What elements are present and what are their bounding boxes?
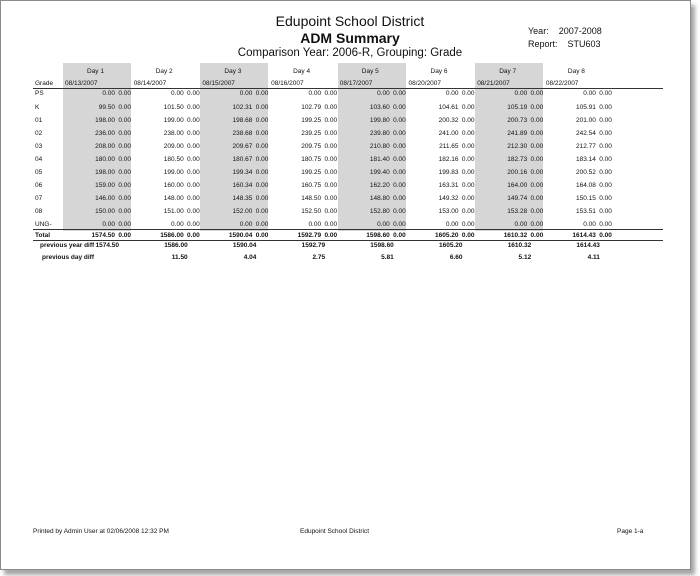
table-cell: 0.00 — [118, 182, 131, 189]
table-cell: 152.50 — [301, 208, 322, 215]
day-label: Day 3 — [224, 68, 242, 75]
table-cell: 0.00 — [530, 130, 544, 137]
table-cell: 0.00 — [324, 169, 338, 176]
table-cell: 0.00 — [255, 182, 269, 189]
table-cell: 0.00 — [514, 90, 528, 97]
table-cell: 198.00 — [95, 169, 115, 176]
prev-day-value: 4.04 — [243, 254, 257, 261]
table-cell: 200.52 — [576, 169, 596, 176]
table-cell: 153.51 — [576, 208, 596, 215]
table-cell: 201.00 — [576, 117, 596, 124]
table-cell: 0.00 — [324, 104, 338, 111]
total-rule — [33, 229, 663, 230]
table-cell: 0.00 — [324, 143, 338, 150]
total-cell: 1574.50 — [91, 232, 115, 239]
table-cell: 0.00 — [187, 208, 200, 215]
table-cell: 0.00 — [118, 156, 131, 163]
table-cell: 0.00 — [255, 130, 269, 137]
table-cell: 0.00 — [583, 221, 596, 228]
table-cell: 163.31 — [438, 182, 459, 189]
footer-district: Edupoint School District — [300, 528, 370, 535]
table-cell: 103.60 — [369, 104, 390, 111]
table-cell: 160.75 — [301, 182, 322, 189]
table-cell: 210.80 — [369, 143, 390, 150]
table-cell: 0.00 — [445, 90, 459, 97]
table-cell: 0.00 — [118, 195, 131, 202]
prev-year-value: 1590.04 — [232, 242, 257, 249]
table-cell: 0.00 — [187, 156, 200, 163]
year-info — [528, 26, 602, 36]
prev-day-label: previous day diff — [42, 254, 95, 261]
table-cell: 101.50 — [163, 104, 184, 111]
table-cell: 0.00 — [255, 208, 269, 215]
table-cell: 199.00 — [163, 169, 184, 176]
table-cell: 208.00 — [95, 143, 115, 150]
table-cell: 212.30 — [507, 143, 528, 150]
table-cell: 198.68 — [232, 117, 253, 124]
table-cell: 183.14 — [576, 156, 596, 163]
table-cell: 209.00 — [163, 143, 184, 150]
total-cell: 0.00 — [530, 232, 544, 239]
table-cell: 0.00 — [118, 130, 131, 137]
table-cell: 153.28 — [507, 208, 528, 215]
table-cell: 182.73 — [507, 156, 528, 163]
table-cell: 0.00 — [599, 156, 612, 163]
table-cell: 0.00 — [393, 169, 406, 176]
table-cell: 0.00 — [461, 195, 475, 202]
table-cell: 0.00 — [445, 221, 459, 228]
table-cell: 0.00 — [393, 117, 406, 124]
table-cell: 149.74 — [507, 195, 528, 202]
table-cell: 0.00 — [102, 221, 115, 228]
table-cell: 0.00 — [255, 195, 269, 202]
table-cell: 164.00 — [507, 182, 528, 189]
table-cell: 162.20 — [369, 182, 390, 189]
table-cell: 160.00 — [163, 182, 184, 189]
table-cell: 0.00 — [461, 117, 475, 124]
table-cell: 0.00 — [255, 156, 269, 163]
table-cell: 209.67 — [232, 143, 253, 150]
report-title: ADM Summary — [300, 30, 400, 46]
year-label: Year: — [528, 26, 549, 36]
table-cell: 0.00 — [393, 104, 406, 111]
table-cell: 0.00 — [255, 169, 269, 176]
table-cell: 146.00 — [95, 195, 115, 202]
day-label: Day 7 — [499, 68, 517, 75]
header-rule — [33, 88, 663, 89]
table-cell: 0.00 — [255, 90, 269, 97]
table-cell: 199.25 — [301, 117, 322, 124]
table-cell: 0.00 — [599, 169, 612, 176]
prev-day-value: 4.11 — [587, 254, 600, 261]
table-cell: 200.32 — [438, 117, 459, 124]
total-cell: 1614.43 — [572, 232, 596, 239]
table-cell: 0.00 — [461, 208, 475, 215]
table-cell: 0.00 — [377, 90, 390, 97]
prev-day-value: 5.12 — [518, 254, 532, 261]
grade-label: 01 — [35, 117, 43, 124]
table-cell: 0.00 — [187, 169, 200, 176]
table-cell: 0.00 — [324, 156, 338, 163]
table-cell: 0.00 — [393, 130, 406, 137]
table-cell: 180.75 — [301, 156, 322, 163]
table-cell: 0.00 — [171, 221, 184, 228]
table-cell: 0.00 — [530, 143, 544, 150]
page-number: Page 1-a — [617, 528, 644, 535]
report-label: Report: — [528, 39, 558, 49]
table-cell: 148.00 — [163, 195, 184, 202]
table-cell: 0.00 — [461, 169, 475, 176]
total-label: Total — [35, 232, 51, 239]
day-label: Day 5 — [361, 68, 379, 75]
prev-day-value: 5.81 — [381, 254, 394, 261]
total-cell: 1586.00 — [160, 232, 184, 239]
table-cell: 0.00 — [599, 143, 612, 150]
table-cell: 0.00 — [599, 182, 612, 189]
grade-label: PS — [35, 90, 44, 97]
table-cell: 148.80 — [369, 195, 390, 202]
table-cell: 0.00 — [239, 221, 253, 228]
table-cell: 102.31 — [232, 104, 253, 111]
table-cell: 0.00 — [461, 182, 475, 189]
table-cell: 99.50 — [98, 104, 115, 111]
prev-year-value: 1586.00 — [164, 242, 188, 249]
day-date: 08/20/2007 — [408, 80, 442, 87]
total-cell: 1592.79 — [297, 232, 322, 239]
total-cell: 0.00 — [461, 232, 475, 239]
day-date: 08/17/2007 — [339, 80, 373, 87]
table-cell: 0.00 — [324, 90, 338, 97]
table-cell: 0.00 — [118, 90, 131, 97]
table-cell: 238.68 — [232, 130, 253, 137]
grade-label: 05 — [35, 169, 43, 176]
table-cell: 152.80 — [369, 208, 390, 215]
table-cell: 0.00 — [187, 143, 200, 150]
table-cell: 0.00 — [187, 117, 200, 124]
table-cell: 105.91 — [576, 104, 596, 111]
table-cell: 181.40 — [369, 156, 390, 163]
table-cell: 0.00 — [393, 90, 406, 97]
district-name: Edupoint School District — [275, 13, 425, 29]
total-cell: 0.00 — [118, 232, 131, 239]
table-cell: 0.00 — [171, 90, 184, 97]
day-label: Day 1 — [87, 68, 104, 75]
table-cell: 151.00 — [163, 208, 184, 215]
table-cell: 0.00 — [530, 117, 544, 124]
table-cell: 198.00 — [95, 117, 115, 124]
table-cell: 148.50 — [301, 195, 322, 202]
table-cell: 0.00 — [393, 143, 406, 150]
table-cell: 0.00 — [255, 221, 269, 228]
table-cell: 0.00 — [377, 221, 390, 228]
table-cell: 180.50 — [163, 156, 184, 163]
table-cell: 0.00 — [599, 195, 612, 202]
day-date: 08/21/2007 — [477, 80, 510, 87]
table-cell: 236.00 — [95, 130, 115, 137]
table-cell: 0.00 — [393, 221, 406, 228]
report-info — [528, 39, 601, 49]
table-cell: 0.00 — [118, 169, 131, 176]
table-cell: 199.00 — [163, 117, 184, 124]
table-cell: 199.25 — [301, 169, 322, 176]
grade-header: Grade — [35, 80, 54, 87]
table-cell: 0.00 — [308, 221, 322, 228]
report-subtitle: Comparison Year: 2006-R, Grouping: Grade — [237, 47, 463, 59]
table-cell: 0.00 — [393, 208, 406, 215]
table-cell: 0.00 — [599, 130, 612, 137]
table-cell: 0.00 — [324, 221, 338, 228]
table-cell: 238.00 — [163, 130, 184, 137]
prev-year-value: 1614.43 — [576, 242, 600, 249]
table-cell: 0.00 — [118, 104, 131, 111]
table-cell: 0.00 — [530, 90, 544, 97]
table-cell: 0.00 — [599, 104, 612, 111]
table-cell: 239.25 — [301, 130, 322, 137]
prev-year-value: 1598.60 — [370, 242, 394, 249]
table-cell: 0.00 — [187, 130, 200, 137]
prev-year-label: previous year diff — [40, 242, 95, 249]
table-cell: 0.00 — [393, 182, 406, 189]
total-cell: 0.00 — [187, 232, 200, 239]
table-cell: 0.00 — [118, 143, 131, 150]
table-cell: 0.00 — [583, 90, 596, 97]
table-cell: 0.00 — [530, 195, 544, 202]
table-cell: 148.35 — [232, 195, 253, 202]
table-cell: 0.00 — [530, 182, 544, 189]
table-cell: 242.54 — [576, 130, 596, 137]
grade-label: 04 — [35, 156, 43, 163]
table-cell: 153.00 — [438, 208, 459, 215]
grade-label: 06 — [35, 182, 43, 189]
table-cell: 0.00 — [599, 221, 612, 228]
year-value: 2007-2008 — [558, 26, 602, 36]
table-cell: 0.00 — [255, 117, 269, 124]
prev-year-value: 1574.50 — [95, 242, 119, 249]
total-cell: 0.00 — [599, 232, 612, 239]
table-cell: 199.40 — [369, 169, 390, 176]
table-cell: 0.00 — [461, 104, 475, 111]
table-cell: 239.80 — [369, 130, 390, 137]
table-cell: 160.34 — [232, 182, 253, 189]
day-date: 08/15/2007 — [202, 80, 235, 87]
table-cell: 0.00 — [118, 117, 131, 124]
total-cell: 0.00 — [393, 232, 406, 239]
day-date: 08/16/2007 — [271, 80, 304, 87]
table-cell: 105.19 — [507, 104, 528, 111]
table-cell: 0.00 — [324, 117, 338, 124]
table-cell: 199.34 — [232, 169, 253, 176]
total-cell: 1605.20 — [435, 232, 459, 239]
table-cell: 0.00 — [530, 104, 544, 111]
table-cell: 0.00 — [118, 221, 131, 228]
table-cell: 0.00 — [514, 221, 528, 228]
table-cell: 0.00 — [324, 208, 338, 215]
prev-day-value: 6.60 — [449, 254, 463, 261]
table-cell: 0.00 — [461, 156, 475, 163]
prev-year-value: 1605.20 — [439, 242, 463, 249]
day-label: Day 4 — [293, 68, 311, 75]
table-cell: 0.00 — [255, 143, 269, 150]
table-cell: 0.00 — [393, 195, 406, 202]
table-cell: 0.00 — [599, 117, 612, 124]
table-cell: 180.00 — [95, 156, 115, 163]
total-cell: 0.00 — [255, 232, 269, 239]
table-cell: 0.00 — [324, 182, 338, 189]
table-cell: 241.89 — [507, 130, 528, 137]
table-cell: 0.00 — [324, 130, 338, 137]
day-date: 08/13/2007 — [65, 80, 98, 87]
table-cell: 0.00 — [530, 156, 544, 163]
table-cell: 199.83 — [438, 169, 459, 176]
total-cell: 1610.32 — [503, 232, 528, 239]
table-cell: 209.75 — [301, 143, 322, 150]
prev-day-value: 2.75 — [312, 254, 326, 261]
day-label: Day 6 — [430, 68, 448, 75]
table-cell: 0.00 — [255, 104, 269, 111]
table-cell: 200.73 — [507, 117, 528, 124]
table-cell: 180.67 — [232, 156, 253, 163]
table-cell: 0.00 — [530, 208, 544, 215]
table-cell: 0.00 — [530, 169, 544, 176]
table-cell: 0.00 — [187, 90, 200, 97]
table-cell: 149.32 — [438, 195, 459, 202]
table-cell: 182.16 — [438, 156, 459, 163]
table-cell: 0.00 — [187, 195, 200, 202]
day-date: 08/14/2007 — [133, 80, 167, 87]
table-cell: 102.79 — [301, 104, 322, 111]
table-cell: 159.00 — [95, 182, 115, 189]
table-cell: 0.00 — [393, 156, 406, 163]
table-cell: 0.00 — [530, 221, 544, 228]
table-cell: 0.00 — [308, 90, 322, 97]
table-cell: 0.00 — [324, 195, 338, 202]
table-cell: 104.61 — [438, 104, 459, 111]
grade-label: 07 — [35, 195, 43, 202]
table-cell: 0.00 — [239, 90, 253, 97]
table-cell: 212.77 — [576, 143, 596, 150]
day-date: 08/22/2007 — [545, 80, 579, 87]
table-cell: 0.00 — [461, 221, 475, 228]
table-cell: 150.00 — [95, 208, 115, 215]
table-cell: 0.00 — [187, 221, 200, 228]
table-cell: 0.00 — [187, 104, 200, 111]
grade-label: UNG- — [35, 221, 52, 228]
grade-label: K — [35, 104, 40, 111]
prev-day-value: 11.50 — [171, 254, 188, 261]
table-cell: 152.00 — [232, 208, 253, 215]
prev-year-value: 1592.79 — [301, 242, 326, 249]
table-cell: 199.80 — [369, 117, 390, 124]
table-cell: 0.00 — [461, 90, 475, 97]
total-bottom-rule — [33, 240, 663, 241]
day-label: Day 8 — [567, 68, 585, 75]
total-cell: 1590.04 — [228, 232, 253, 239]
table-cell: 0.00 — [599, 90, 612, 97]
prev-year-value: 1610.32 — [507, 242, 532, 249]
table-cell: 150.15 — [576, 195, 596, 202]
report-value: STU603 — [567, 39, 601, 49]
table-cell: 200.16 — [507, 169, 528, 176]
table-cell: 0.00 — [187, 182, 200, 189]
grade-label: 03 — [35, 143, 43, 150]
table-cell: 0.00 — [461, 130, 475, 137]
table-cell: 0.00 — [102, 90, 115, 97]
grade-label: 02 — [35, 130, 43, 137]
table-cell: 164.08 — [576, 182, 596, 189]
table-cell: 0.00 — [599, 208, 612, 215]
table-cell: 211.65 — [439, 143, 459, 150]
day-label: Day 2 — [155, 68, 173, 75]
total-cell: 0.00 — [324, 232, 338, 239]
table-cell: 241.00 — [438, 130, 459, 137]
total-cell: 1598.60 — [366, 232, 390, 239]
table-cell: 0.00 — [461, 143, 475, 150]
grade-label: 08 — [35, 208, 43, 215]
printed-by: Printed by Admin User at 02/06/2008 12:32 PM — [33, 528, 169, 535]
table-cell: 0.00 — [118, 208, 131, 215]
